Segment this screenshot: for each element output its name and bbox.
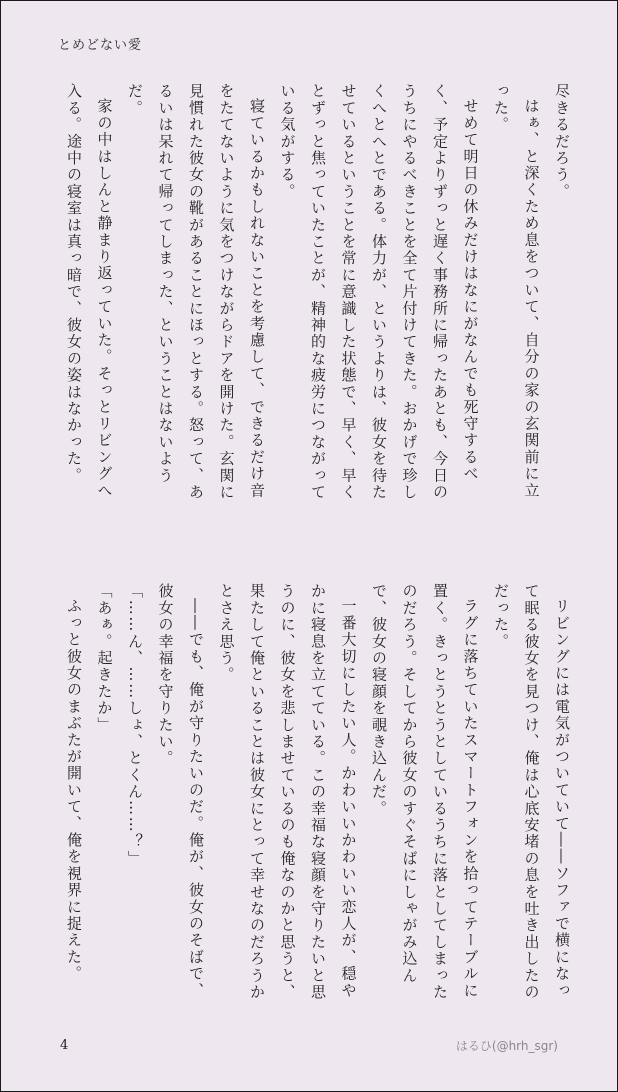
paragraph-3: せめて明日の休みだけはなにがなんでも死守するべく、予定よりずっと遅く事務所に帰ったあとも、今日のうちにやるべきことを全て片付けてきた。おかげで珍しくへとへとである。体力が、というよりは、彼女を待たせているということを常に意識した状態で、早く、早くとずっと焦っていたことが、精神的な疲労につながっている気がする。 (278, 83, 480, 501)
author-credit: はるひ(@hrh_sgr) (455, 1039, 558, 1053)
page-number: 4 (60, 1038, 69, 1053)
paragraph-1: 尽きるだろう。 (553, 83, 571, 200)
paragraph-8: 一番大切にしたい人。かわいいかわいい恋人が、穏やかに寝息を立てている。この幸福な寝顔を守りたいと思うのに、彼女を悲しませているのも俺なのかと思うと、果たして俺といることは彼女にとって幸せなのだろうかとさえ思う。 (217, 583, 358, 1001)
paragraph-4: 寝ているかもしれないことを考慮して、できるだけ音をたてないように気をつけながらドアを開けた。玄関に見慣れた彼女の靴があることにほっとする。怒って、あるいは呆れて帰ってしまった、ということはないようだ。 (126, 83, 266, 501)
paragraph-7: ラグに落ちていたスマートフォンを拾ってテーブルに置く。きっとうとうとしているうちに落としてしまったのだろう。そしてから彼女のすぐそばにしゃがみ込んで、彼女の寝顔を覗き込んだ。 (370, 583, 480, 1001)
paragraph-5: 家の中はしんと静まり返っていた。そっとリビングへ入る。途中の寝室は真っ暗で、彼女の姿はなかった。 (65, 83, 114, 499)
text-column-bottom (37, 583, 577, 1013)
text-column-top (37, 83, 577, 513)
paragraph-2: はぁ、と深くため息をついて、自分の家の玄関前に立った。 (492, 83, 541, 499)
dialogue-line-1: 「……ん、……しょ、とくん……？」 (126, 583, 144, 867)
paragraph-6: リビングには電気がついていて――ソファで横になって眠る彼女を見つけ、俺は心底安堵の息を吐き出したのだった。 (492, 583, 571, 1001)
dialogue-line-2: 「あぁ。起きたか」 (95, 583, 114, 734)
page-title: とめどない愛 (58, 38, 143, 53)
paragraph-12: ふっと彼女のまぶたが開いて、俺を視界に捉えた。 (65, 598, 83, 983)
paragraph-9: ――でも、俺が守りたいのだ。俺が、彼女のそばで、彼女の幸福を守りたい。 (156, 583, 205, 999)
